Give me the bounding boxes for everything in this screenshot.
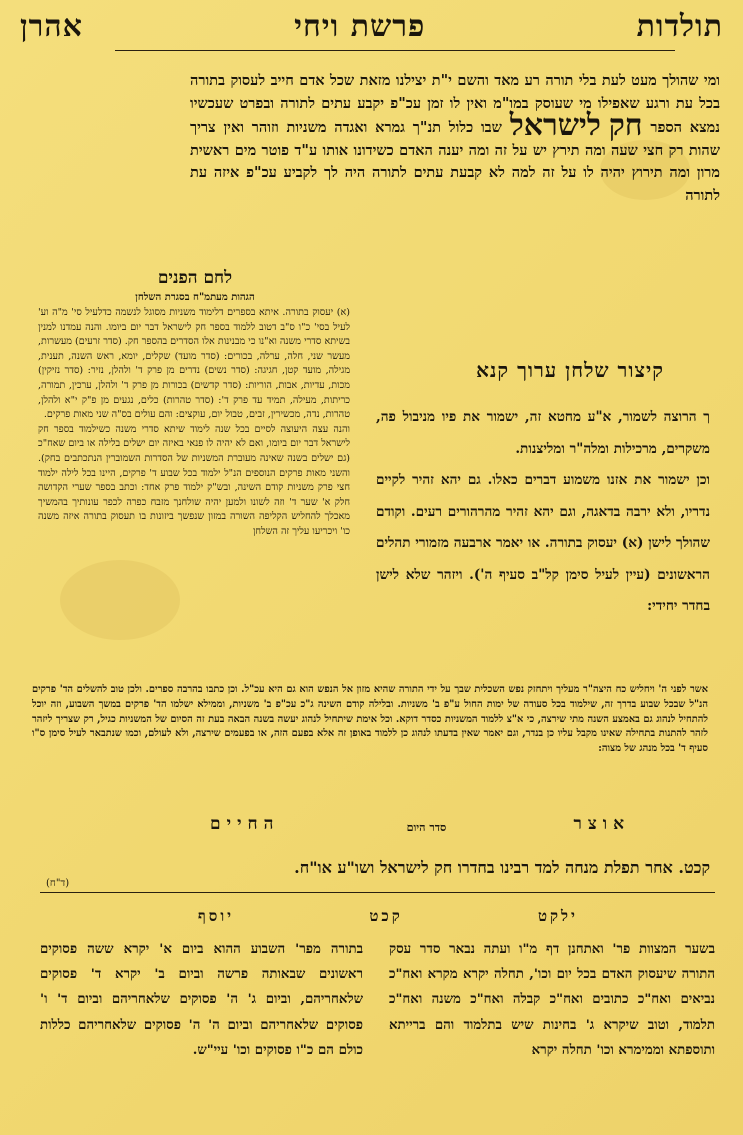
intro-text-2: שבו כלול תנ"ך גמרא ואגדה משניות וזוהר ואין צריך שהות רק חצי שעה ומה תירץ יש על זה ומה יענה האדם כשידונו אותו ע"ד פוטר מים ראשית מרון ומה תירוץ יהיה לו על זה למה לא קבעת עתים לתורה היה לך לקביע עכ"פ איזה עת לתורה	[190, 119, 720, 204]
otzar-word-chaim: החיים	[210, 814, 280, 834]
intro-big-word: חק	[608, 108, 643, 143]
running-head-center: פרשת ויחי	[294, 8, 426, 44]
lechem-paragraph: והנה עצה היעוצה לסיים בכל שנה לימוד שיתא סדרי משנה כשילמוד בספר חק לישראל דבר יום ביומו, ואם לא יהיה לו פנאי באיזה יום ישלים בלילה או ביום שאח"כ (גם ישלים בשנה שאינה מעוברת המשניות של הסדרות השמוברין הנתכתבים בחק). והשני מאות פרקים הנוספים הנ"ל ילמוד בכל שבוע ד' פרקים, היינו בכל לילה ילמוד חצי פרק משניות קודם השינה, ובש"ק ילמוד פרק אחד: וכתב בספר שערי הקדושה חלק א' שער ד' וזה לשונו ולמען יהיה שולחנך מזבח כפרה לכפר עונותיך בהמשיך מאכלך להחליש הקליפה השורה במזון שנפשך ביזונות בו תעסוק בתורה איזה משנה כו' ויכריעו עליך זה השלחן	[38, 423, 350, 537]
left-column	[40, 937, 363, 1063]
running-head-left: אהרן	[20, 8, 83, 44]
section-rule	[40, 892, 715, 893]
yalkut-word: ילקט	[537, 907, 578, 925]
intro-paragraph	[190, 70, 720, 207]
lechem-paragraph: (א) יעסוק בתורה. איתא בספרים דלימוד משניות מסוגל לנשמה כדלעיל סי' מ"ה וע' לעיל בסי' כ"ו ס"ב דטוב ללמוד בספר חק לישראל דבר יום ביומו. והנה עמדנו למנין בשיתא סדרי משנה וא"נו כי מבנינות אלו הסדרים בהספר חק. (סדר זרעים) מעשרות, מעשר שני, חלה, ערלה, בכורים: (סדר מועד) שקלים, יומא, ראש השנה, תענית, מגילה, מועד קטן, חגיגה: (סדר נשים) נדרים מן פרק ד' ולהלן, נזיר: (סדר נזיקין) מכות, עדיות, אבות, הוריות: (סדר קדשים) בכורות מן פרק ד' ולהלן, ערכין, תמורה, כריתות, מעילה, תמיד עד פרק ד': (סדר טהרות) כלים, נגעים מן פ"ק י"א ולהלן, טהרות, נדה, מכשירין, זבים, טבול יום, עוקצים: והם עולים בס"ה שני מאות פרקים.	[38, 307, 350, 421]
yalkut-number: קכט	[369, 907, 403, 925]
paper-stain	[60, 560, 180, 640]
right-column-text: בשער המצוות פר' ואתחנן דף מ"ו ועתה נבאר סדר עסק התורה שיעסוק האדם בכל יום וכו', תחלה יקרא מקרא ואח"כ נביאים ואח"כ כתובים ואח"כ קבלה ואח"כ משנה ואח"כ תלמוד, וטוב שיקרא ג' בחינות שיש בתלמוד והם ברייתא ותוספתא וממימרא וכו' תחלה יקרא	[389, 942, 715, 1058]
intro-text-1: ומי שהולך מעט לעת בלי תורה רע מאד והשם י"ת יצילנו מזאת שכל אדם חייב לעסוק בתורה בכל עת ורגע שאפילו מי שעוסק במו"מ ואין לו זמן עכ"פ יקבע עתים לתורה ובפרט שעכשיו נמצא הספר	[190, 72, 720, 136]
otzar-middle: סדר היום	[406, 821, 447, 834]
lechem-hapanim-body	[38, 306, 350, 540]
section-title: קכט. אחר תפלת מנחה למד רבינו בחדרו חק לישראל ושו"ע או"ח.	[294, 858, 710, 877]
intro-big-word-2: לישראל	[509, 108, 601, 143]
kitzur-title: קיצור שלחן ערוך קנא	[476, 358, 664, 382]
right-column	[389, 937, 715, 1063]
lechem-hapanim-title: לחם הפנים	[157, 268, 233, 288]
running-head	[20, 6, 723, 46]
yalkut-heading	[198, 907, 578, 926]
section-number: (ד"ח)	[46, 878, 70, 889]
lechem-hapanim-subtitle: הגהות מעתמ"ח בסגרת השלחן	[135, 292, 255, 303]
otzar-word: אוצר	[573, 814, 630, 834]
left-column-text: בתורה מפר' השבוע ההוא ביום א' יקרא ששה פסוקים ראשונים שבאותה פרשה וביום ב' יקרא ד' פסוקים שלאחריהם, וביום ג' ה' פסוקים שלאחריהם וביום ד' ו' פסוקים שלאחריהם וביום ה' ה' פסוקים שלאחריהם כללות כולם הם כ"ו פסוקים וכו' עיי"ש.	[40, 942, 363, 1058]
footnote-text: אשר לפני ה' ויחליש כח היצה"ר מעליך ויתחזק נפש השכלית שבך על ידי התורה שהיא מזון אל הנפש הוא גם היא עכ"ל. וכן כתבו בהרבה ספרים. ולכן טוב להשלים הד' פרקים הנ"ל שבכל שבוע בדרך זה, שילמוד בכל סעודה של ימות החול ע"פ ב' משניות. ובלילה קודם השינה ג"כ עכ"פ ב' משניות, וממילא ישלמו הד' פרקים במשך השבוע, וזה יוכל להתחיל לנהוג גם באמצע השנה מתי שירצה, כי א"צ ללמוד המשניות כסדר דוקא. וכל אימת שיתחיל לנהוג יעשה בשנה הבאה בעת זה הסיום של המשניות כגיל, רק שצריך ליזהר לזהר להתנות בתחילה שאינו מקבל עליו כן בנדר, וגם יאמר שאין בדעתו לנהוג כן ללמוד באופן זה אלא בפעם הזה, או בפעמים שירצה, ולא לעולם, וכמו שנתבאר לעיל סימן ס"ו סעיף ד' בכל מנהג של מצוה:	[32, 684, 708, 755]
kitzur-paragraph: ך הרוצה לשמור, א"ע מחטא זה, ישמור את פיו מניבול פה, משקרים, מרכילות ומלה"ר ומליצנות.	[376, 409, 710, 457]
footnote-continuation	[32, 683, 708, 757]
otzar-heading	[210, 808, 630, 834]
yalkut-name: יוסף	[198, 907, 235, 925]
running-head-right: תולדות	[636, 8, 723, 44]
kitzur-body	[376, 402, 710, 623]
kitzur-paragraph: וכן ישמור את אזנו משמוע דברים כאלו. גם יהא זהיר לקיים נדריו, ולא ירבה בדאגה, וגם יהא זהיר מהרהורים רעים. וקודם שהולך לישן (א) יעסוק בתורה. או יאמר ארבעה מזמורי תהלים הראשונים (עיין לעיל סימן קל"ב סעיף ה'). ויזהר שלא לישן בחדר יחידי:	[376, 472, 710, 614]
header-rule	[115, 50, 675, 51]
